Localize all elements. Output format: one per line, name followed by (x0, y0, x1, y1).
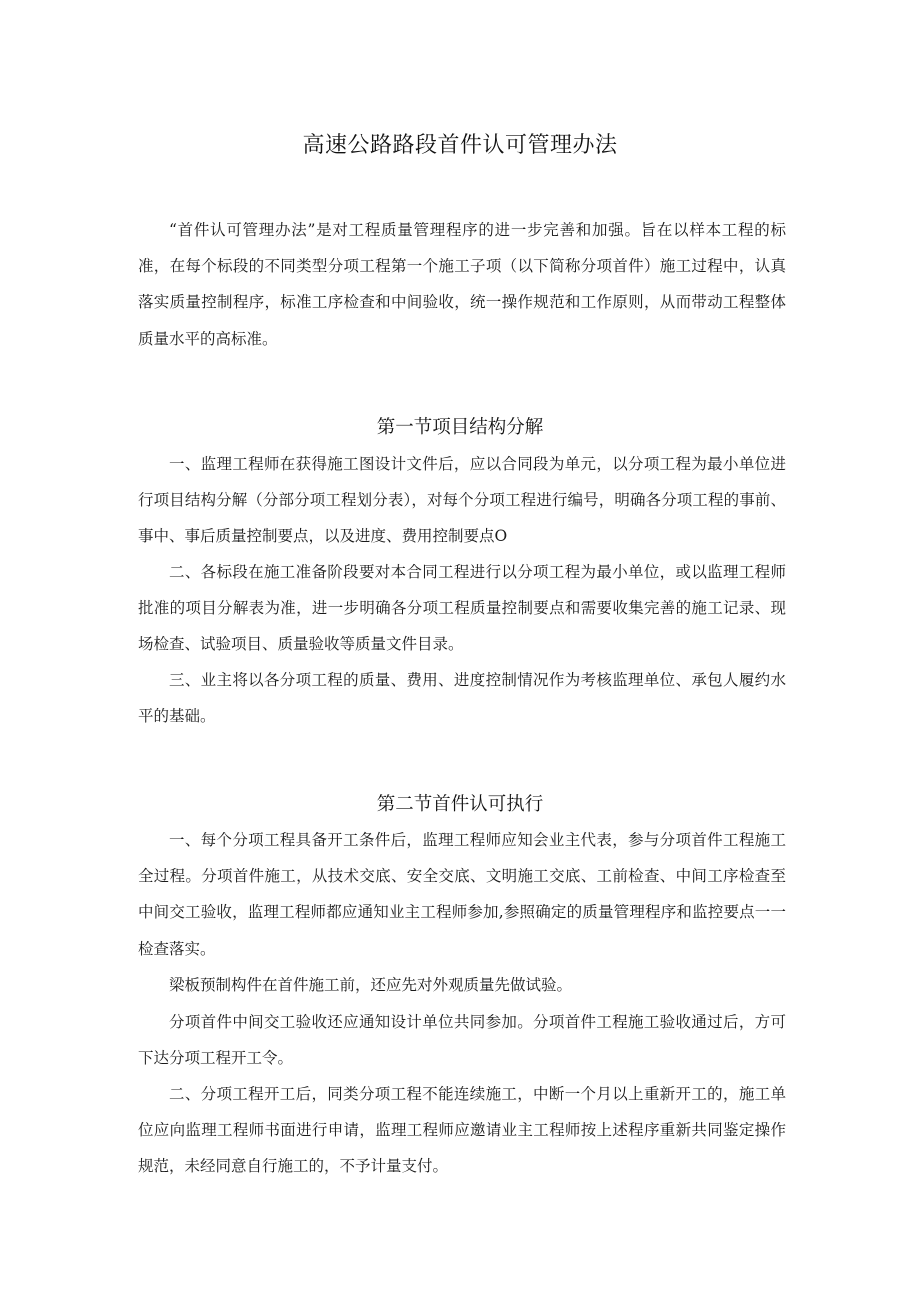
section-2-paragraph-4: 二、分项工程开工后，同类分项工程不能连续施工，中断一个月以上重新开工的，施工单位应向监理工程师书面进行申请，监理工程师应邀请业主工程师按上述程序重新共同鉴定操作规范，未经同意自行施工的，不予计量支付。 (138, 1085, 786, 1176)
section-2-paragraph-1: 一、每个分项工程具备开工条件后，监理工程师应知会业主代表，参与分项首件工程施工全过程。分项首件施工，从技术交底、安全交底、文明施工交底、工前检查、中间工序检查至中间交工验收，监理工程师都应通知业主工程师参加,参照确定的质量管理程序和监控要点一一检查落实。 (138, 831, 786, 958)
section-1-paragraph-3: 三、业主将以各分项工程的质量、费用、进度控制情况作为考核监理单位、承包人履约水平的基础。 (138, 671, 786, 726)
document-title: 高速公路路段首件认可管理办法 (302, 133, 618, 158)
intro-paragraph: “首件认可管理办法”是对工程质量管理程序的进一步完善和加强。旨在以样本工程的标准，在每个标段的不同类型分项工程第一个施工子项（以下简称分项首件）施工过程中，认真落实质量控制程序，标准工序检查和中间验收，统一操作规范和工作原则，从而带动工程整体质量水平的高标准。 (138, 221, 786, 348)
section-1-title: 第一节项目结构分解 (376, 417, 544, 438)
section-2-paragraph-2: 梁板预制构件在首件施工前，还应先对外观质量先做试验。 (169, 976, 573, 994)
section-2-title: 第二节首件认可执行 (376, 794, 544, 815)
section-2-paragraph-3: 分项首件中间交工验收还应通知设计单位共同参加。分项首件工程施工验收通过后，方可下达分项工程开工令。 (138, 1013, 786, 1068)
section-1-paragraph-2: 二、各标段在施工准备阶段要对本合同工程进行以分项工程为最小单位，或以监理工程师批准的项目分解表为准，进一步明确各分项工程质量控制要点和需要收集完善的施工记录、现场检查、试验项目、质量验收等质量文件目录。 (138, 563, 786, 654)
section-1-paragraph-1: 一、监理工程师在获得施工图设计文件后，应以合同段为单元，以分项工程为最小单位进行项目结构分解（分部分项工程划分表），对每个分项工程进行编号，明确各分项工程的事前、事中、事后质量控制要点，以及进度、费用控制要点O (138, 455, 786, 546)
